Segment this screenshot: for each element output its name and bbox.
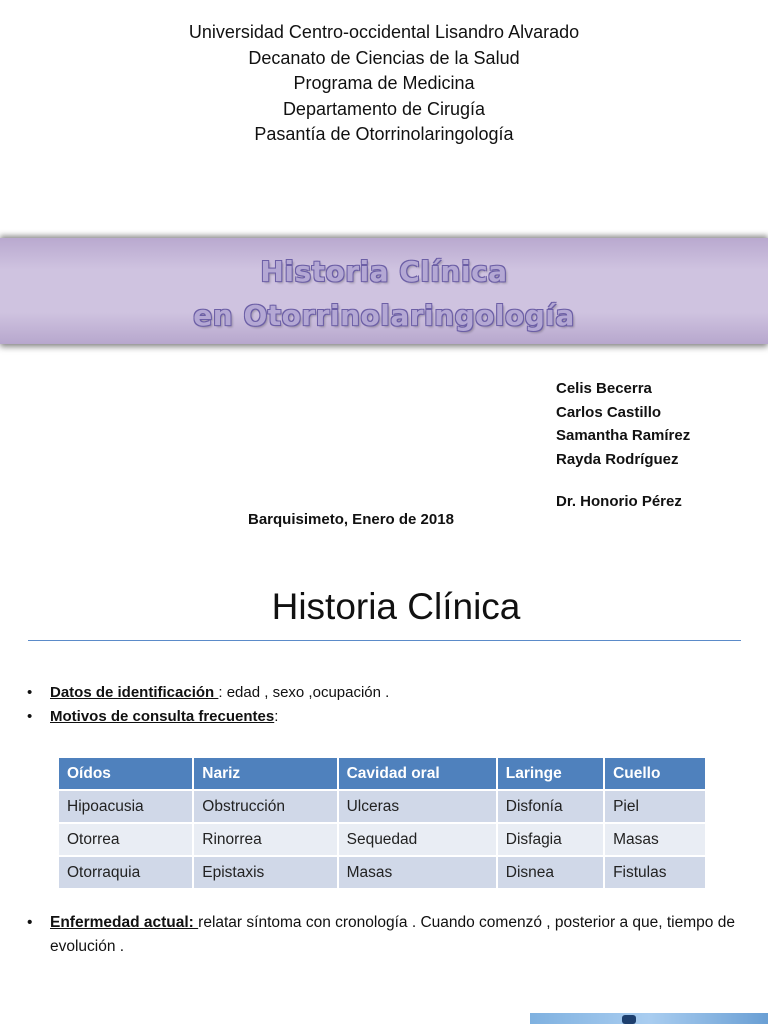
bullet-dot: • [27,684,33,701]
header-line-program: Programa de Medicina [293,73,475,93]
header-line-department: Departamento de Cirugía [282,98,486,119]
partial-photo [530,1013,768,1024]
table-row [59,856,705,888]
bullet-dot: • [27,708,33,725]
column-header: Oídos [59,758,193,790]
table-cell: Piel [604,790,705,823]
slide-title: Historia Clínica [271,586,521,627]
column-header: Laringe [497,758,604,790]
bullet-identification [27,681,389,705]
table-cell: Rinorrea [193,823,337,856]
bullet-text: relatar síntoma con cronología . Cuando comenzó , posterior a que, tiempo de evolución . [50,914,735,955]
title-line-2: en Otorrinolaringología [193,299,575,332]
table-cell: Masas [338,856,497,888]
column-header: Cavidad oral [338,758,497,790]
bullet-text: : [274,708,279,725]
header-line-deanery: Decanato de Ciencias de la Salud [248,47,520,68]
bullet-label: Motivos de consulta frecuentes [50,708,275,725]
table-row [59,790,705,823]
column-header: Nariz [193,758,337,790]
table-cell: Sequedad [338,823,497,856]
document-title [0,250,768,338]
place-date: Barquisimeto, Enero de 2018 [248,511,454,528]
authors-list [556,377,690,471]
bullet-consult-reasons [27,705,389,729]
column-header: Cuello [604,758,705,790]
bullet-text: : edad , sexo ,ocupación . [218,684,390,701]
table-cell: Disnea [497,856,604,888]
bullet-list [27,681,389,729]
bullet-current-illness [27,911,747,959]
table-cell: Disfonía [497,790,604,823]
table-header-row [59,758,705,790]
bullet-content [27,911,747,959]
table-cell: Fistulas [604,856,705,888]
table-cell: Ulceras [338,790,497,823]
bullet-label: Enfermedad actual: [50,914,199,931]
title-divider [28,640,741,641]
table-cell: Otorrea [59,823,193,856]
author-name: Rayda Rodríguez [556,450,679,468]
bullet-label: Datos de identificación [50,684,219,701]
table-cell: Disfagia [497,823,604,856]
table-cell: Masas [604,823,705,856]
symptoms-table [59,758,705,888]
author-name: Samantha Ramírez [556,427,691,444]
author-name: Carlos Castillo [556,403,662,421]
header-line-university: Universidad Centro-occidental Lisandro Alvarado [188,22,580,42]
header-line-internship: Pasantía de Otorrinolaringología [254,124,514,144]
bullet-dot: • [27,914,33,931]
table-cell: Otorraquia [59,856,193,888]
photo-detail [622,1015,636,1024]
author-name: Celis Becerra [556,380,652,397]
table-row [59,823,705,856]
table-cell: Hipoacusia [59,790,193,823]
table-cell: Epistaxis [193,856,337,888]
title-line-1: Historia Clínica [260,255,508,288]
advisor-name: Dr. Honorio Pérez [556,493,682,510]
table-cell: Obstrucción [193,790,337,823]
institution-header [0,20,768,148]
